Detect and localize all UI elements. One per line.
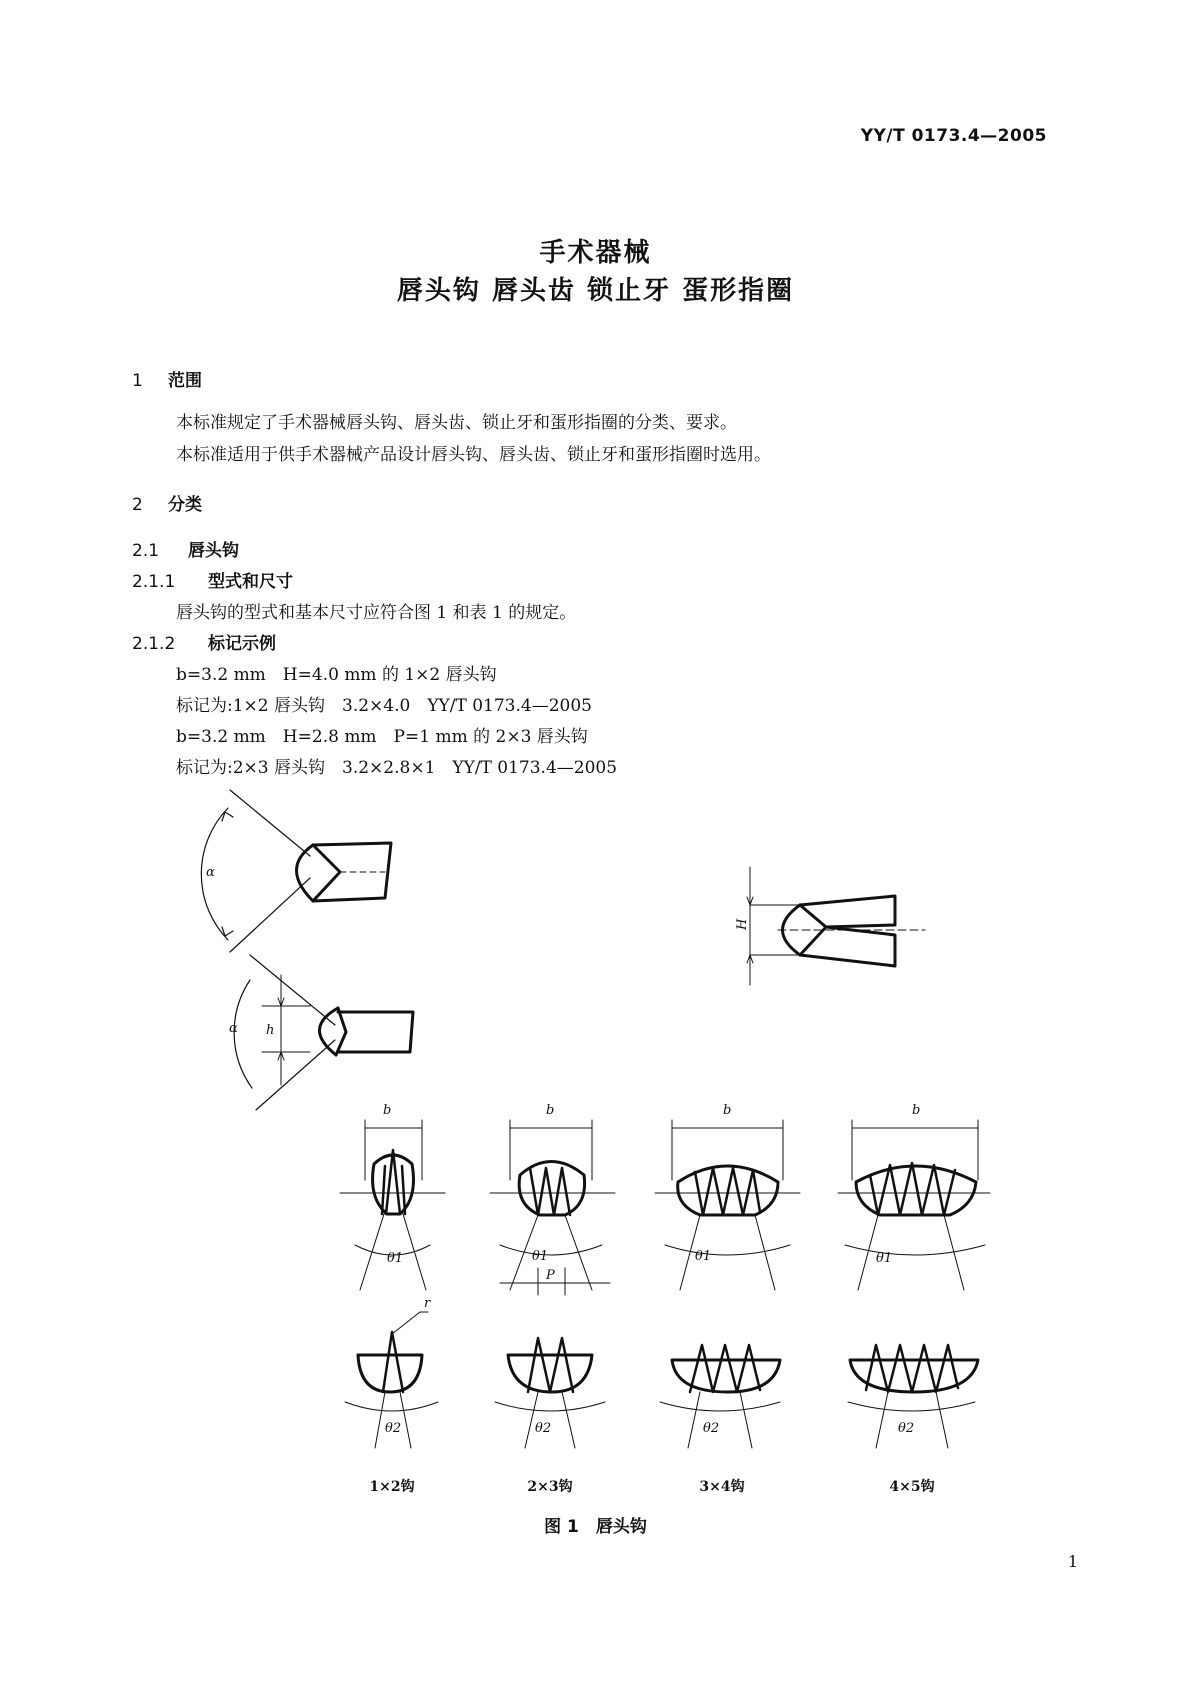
b-label-4: b	[912, 1103, 921, 1118]
scope-paragraph-2: 本标准适用于供手术器械产品设计唇头钩、唇头齿、锁止牙和蛋形指圈时选用。	[176, 445, 771, 465]
section-number: 2.1.1	[132, 572, 176, 592]
figure-caption: 图 1 唇头钩	[544, 1517, 647, 1537]
marking-example-1: b=3.2 mm H=4.0 mm 的 1×2 唇头钩	[176, 665, 497, 685]
b-label-1: b	[383, 1103, 392, 1118]
section-number: 1	[132, 371, 143, 391]
marking-example-4: 标记为:2×3 唇头钩 3.2×2.8×1 YY/T 0173.4—2005	[176, 758, 618, 778]
alpha-label-1: α	[206, 865, 215, 880]
P-label: P	[546, 1268, 555, 1283]
side-view-alpha-upper	[201, 790, 391, 952]
h-label: h	[266, 1023, 275, 1038]
theta1-label-3: θ1	[695, 1249, 712, 1264]
type-size-paragraph: 唇头钩的型式和基本尺寸应符合图 1 和表 1 的规定。	[176, 603, 577, 623]
front-view-4x5	[838, 1103, 990, 1290]
page-number: 1	[1067, 1552, 1078, 1571]
page-subtitle: 唇头钩 唇头齿 锁止牙 蛋形指圈	[396, 276, 795, 306]
scope-paragraph-1: 本标准规定了手术器械唇头钩、唇头齿、锁止牙和蛋形指圈的分类、要求。	[176, 413, 737, 433]
section-title: 分类	[168, 495, 202, 515]
bottom-view-1x2	[345, 1296, 438, 1448]
bottom-view-3x4	[660, 1345, 780, 1448]
theta1-label-2: θ1	[532, 1249, 549, 1264]
side-view-H	[735, 867, 925, 985]
section-number: 2.1	[132, 541, 160, 561]
theta2-label-1: θ2	[385, 1421, 402, 1436]
section-title: 标记示例	[208, 634, 276, 654]
marking-example-2: 标记为:1×2 唇头钩 3.2×4.0 YY/T 0173.4—2005	[176, 696, 592, 716]
theta2-label-3: θ2	[703, 1421, 720, 1436]
b-label-3: b	[723, 1103, 732, 1118]
section-number: 2	[132, 495, 143, 515]
standard-code: YY/T 0173.4—2005	[860, 126, 1047, 146]
b-label-2: b	[546, 1103, 555, 1118]
section-title: 范围	[168, 371, 202, 391]
section-title: 唇头钩	[188, 541, 239, 561]
section-title: 型式和尺寸	[208, 572, 293, 592]
bottom-view-4x5	[848, 1345, 978, 1448]
section-number: 2.1.2	[132, 634, 176, 654]
variant-label-2x3: 2×3钩	[527, 1479, 573, 1495]
H-label: H	[735, 918, 750, 930]
marking-example-3: b=3.2 mm H=2.8 mm P=1 mm 的 2×3 唇头钩	[176, 727, 588, 747]
page-title: 手术器械	[539, 238, 652, 268]
bottom-view-2x3	[495, 1338, 605, 1448]
front-view-1x2	[340, 1103, 445, 1290]
variant-label-3x4: 3×4钩	[699, 1479, 745, 1495]
variant-label-1x2: 1×2钩	[369, 1479, 415, 1495]
theta1-label-4: θ1	[876, 1251, 893, 1266]
variant-label-4x5: 4×5钩	[889, 1479, 935, 1495]
theta2-label-4: θ2	[898, 1421, 915, 1436]
theta2-label-2: θ2	[535, 1421, 552, 1436]
alpha-label-2: α	[229, 1021, 238, 1036]
front-view-3x4	[655, 1103, 800, 1290]
front-view-2x3	[490, 1103, 615, 1295]
r-label: r	[424, 1296, 431, 1311]
side-view-alpha-lower	[229, 955, 413, 1110]
theta1-label-1: θ1	[387, 1251, 404, 1266]
